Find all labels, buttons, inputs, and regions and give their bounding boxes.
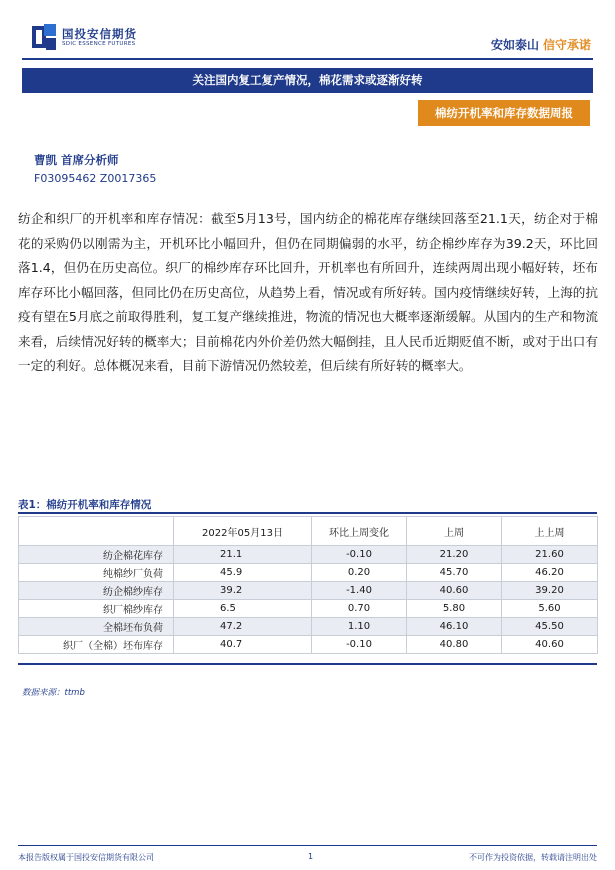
cell-change: 1.10 — [312, 618, 407, 636]
cell-last-week: 21.20 — [407, 546, 502, 564]
report-title-banner: 关注国内复工复产情况，棉花需求或逐渐好转 — [22, 68, 593, 93]
table-row — [19, 636, 598, 654]
table-header-cell: 上上周 — [502, 517, 598, 546]
cell-last-week: 40.80 — [407, 636, 502, 654]
cell-last-week: 46.10 — [407, 618, 502, 636]
row-label: 织厂棉纱库存 — [19, 600, 174, 618]
table-header-cell: 上周 — [407, 517, 502, 546]
cell-current: 21.1 — [174, 546, 312, 564]
row-label: 织厂（全棉）坯布库存 — [19, 636, 174, 654]
cell-two-weeks-ago: 5.60 — [502, 600, 598, 618]
slogan — [491, 36, 591, 53]
row-label: 纺企棉花库存 — [19, 546, 174, 564]
cell-change: -0.10 — [312, 546, 407, 564]
page-number: 1 — [308, 852, 314, 861]
slogan-part1: 安如泰山 — [490, 38, 539, 52]
table-row — [19, 582, 598, 600]
cell-current: 47.2 — [174, 618, 312, 636]
table-row — [19, 600, 598, 618]
cell-change: -1.40 — [312, 582, 407, 600]
company-logo — [32, 24, 182, 52]
cell-change: 0.70 — [312, 600, 407, 618]
row-label: 纯棉纱厂负荷 — [19, 564, 174, 582]
cell-current: 6.5 — [174, 600, 312, 618]
cell-two-weeks-ago: 40.60 — [502, 636, 598, 654]
slogan-part2: 信守承诺 — [542, 38, 591, 52]
table-row — [19, 618, 598, 636]
header-divider — [22, 58, 593, 60]
report-body-paragraph: 纺企和织厂的开机率和库存情况：截至5月13号，国内纺企的棉花库存继续回落至21.1天，纺企对于棉花的采购仍以刚需为主，开机环比小幅回升，但仍在同期偏弱的水平，纺企棉纱库存为39.2天，环比回落1.4，但仍在历史高位。织厂的棉纱库存环比回升，开机率也有所回升，连续两周出现小幅好转，坯布库存环比小幅回落，但同比仍在历史高位，从趋势上看，情况或有所好转。国内疫情继续好转，上海的抗疫有望在5月底之前取得胜利，复工复产继续推进，物流的情况也大概率逐渐缓解。从国内的生产和物流来看，后续情况好转的概率大；目前棉花内外价差仍然大幅倒挂，且人民币近期贬值不断，或对于出口有一定的利好。总体概况来看，目前下游情况仍然较差，但后续有所好转的概率大。 — [18, 211, 598, 373]
cell-last-week: 45.70 — [407, 564, 502, 582]
cell-current: 39.2 — [174, 582, 312, 600]
cell-current: 45.9 — [174, 564, 312, 582]
footer-disclaimer: 不可作为投资依据，转载请注明出处 — [469, 853, 597, 862]
logo-mark-icon — [32, 24, 56, 50]
data-source-note: 数据来源：ttmb — [22, 688, 85, 698]
table-bottom-rule — [18, 663, 597, 665]
cell-last-week: 5.80 — [407, 600, 502, 618]
analyst-name: 曹凯 首席分析师 — [34, 153, 119, 167]
logo-company-name: 国投安信期货 — [62, 27, 137, 41]
analyst-certificate: F03095462 Z0017365 — [34, 172, 157, 185]
cell-two-weeks-ago: 45.50 — [502, 618, 598, 636]
row-label: 全棉坯布负荷 — [19, 618, 174, 636]
report-category-tag: 棉纺开机率和库存数据周报 — [418, 100, 590, 126]
cell-current: 40.7 — [174, 636, 312, 654]
table-header-cell: 2022年05月13日 — [174, 517, 312, 546]
table-header-row — [19, 517, 598, 546]
table-title: 表1：棉纺开机率和库存情况 — [18, 499, 152, 511]
data-table — [18, 516, 598, 654]
row-label: 纺企棉纱库存 — [19, 582, 174, 600]
table-row — [19, 564, 598, 582]
cell-last-week: 40.60 — [407, 582, 502, 600]
table-header-cell — [19, 517, 174, 546]
footer-copyright: 本报告版权属于国投安信期货有限公司 — [18, 853, 154, 862]
table-header-cell: 环比上周变化 — [312, 517, 407, 546]
logo-company-name-en: SDIC ESSENCE FUTURES — [62, 41, 136, 47]
cell-two-weeks-ago: 21.60 — [502, 546, 598, 564]
table-row — [19, 546, 598, 564]
table-top-rule — [18, 512, 597, 514]
footer-divider — [18, 845, 597, 846]
cell-change: -0.10 — [312, 636, 407, 654]
cell-two-weeks-ago: 39.20 — [502, 582, 598, 600]
cell-two-weeks-ago: 46.20 — [502, 564, 598, 582]
cell-change: 0.20 — [312, 564, 407, 582]
